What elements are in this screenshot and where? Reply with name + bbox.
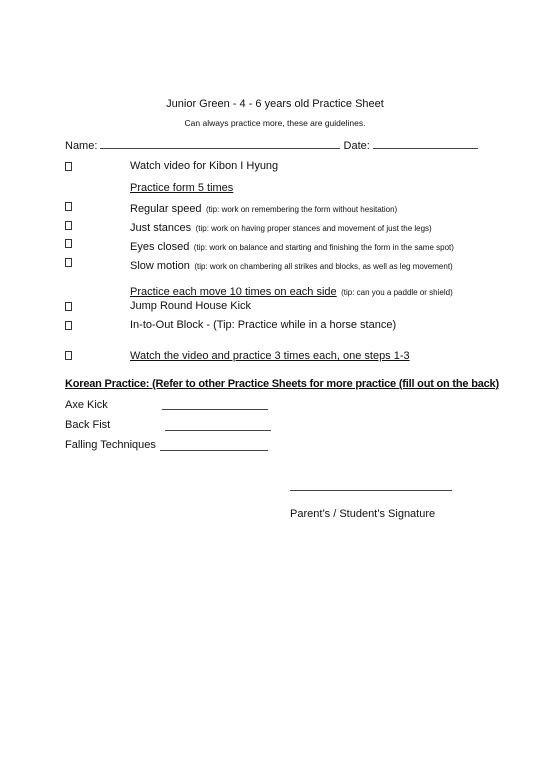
term-axe-kick: Axe Kick [65, 399, 108, 411]
back-fist-answer-line[interactable] [165, 430, 271, 431]
axe-kick-answer-line[interactable] [162, 409, 268, 410]
item-just-stances [130, 218, 432, 236]
date-field[interactable] [373, 138, 478, 149]
falling-techniques-answer-line[interactable] [160, 450, 268, 451]
slow-motion-tip: (tip: work on chambering all strikes and blocks, as well as leg movement) [194, 262, 453, 271]
item-in-to-out: In-to-Out Block - (Tip: Practice while in a horse stance) [130, 319, 397, 331]
item-slow-motion [130, 256, 453, 274]
checkbox-watch-steps[interactable] [65, 351, 72, 360]
checkbox-eyes-closed[interactable] [65, 239, 72, 248]
checkbox-in-to-out[interactable] [65, 321, 72, 330]
date-label: Date: [343, 140, 370, 152]
practice-form-heading: Practice form 5 times [130, 182, 234, 194]
checkbox-watch-video[interactable] [65, 162, 72, 171]
checkbox-slow-motion[interactable] [65, 258, 72, 267]
regular-speed-tip: (tip: work on remembering the form without hesitation) [206, 205, 398, 214]
practice-move-label: Practice each move 10 times on each side [130, 286, 337, 298]
name-date-row [65, 138, 478, 152]
page-subtitle: Can always practice more, these are guidelines. [184, 118, 366, 128]
eyes-closed-label: Eyes closed [130, 241, 190, 253]
checkbox-regular-speed[interactable] [65, 202, 72, 211]
signature-line[interactable] [290, 490, 452, 491]
item-watch-steps: Watch the video and practice 3 times each, one steps 1-3 [130, 350, 410, 362]
practice-move-tip: (tip: can you a paddle or shield) [341, 288, 453, 297]
eyes-closed-tip: (tip: work on balance and starting and finishing the form in the same spot) [193, 243, 454, 252]
term-back-fist: Back Fist [65, 419, 111, 431]
just-stances-label: Just stances [130, 222, 192, 234]
item-watch-video: Watch video for Kibon I Hyung [130, 160, 279, 172]
just-stances-tip: (tip: work on having proper stances and movement of just the legs) [195, 224, 432, 233]
regular-speed-label: Regular speed [130, 203, 202, 215]
slow-motion-label: Slow motion [130, 260, 190, 272]
checkbox-just-stances[interactable] [65, 221, 72, 230]
korean-practice-heading: Korean Practice: (Refer to other Practice Sheets for more practice (fill out on the back) [65, 378, 499, 390]
practice-move-heading [130, 282, 453, 300]
item-jump-round: Jump Round House Kick [130, 300, 252, 312]
item-eyes-closed [130, 237, 454, 255]
signature-label: Parent’s / Student’s Signature [290, 508, 436, 520]
item-regular-speed [130, 199, 397, 217]
checkbox-jump-round[interactable] [65, 302, 72, 311]
term-falling-techniques: Falling Techniques [65, 439, 156, 451]
page-title: Junior Green - 4 - 6 years old Practice Sheet [166, 98, 384, 110]
name-label: Name: [65, 140, 98, 152]
name-field[interactable] [100, 138, 340, 149]
